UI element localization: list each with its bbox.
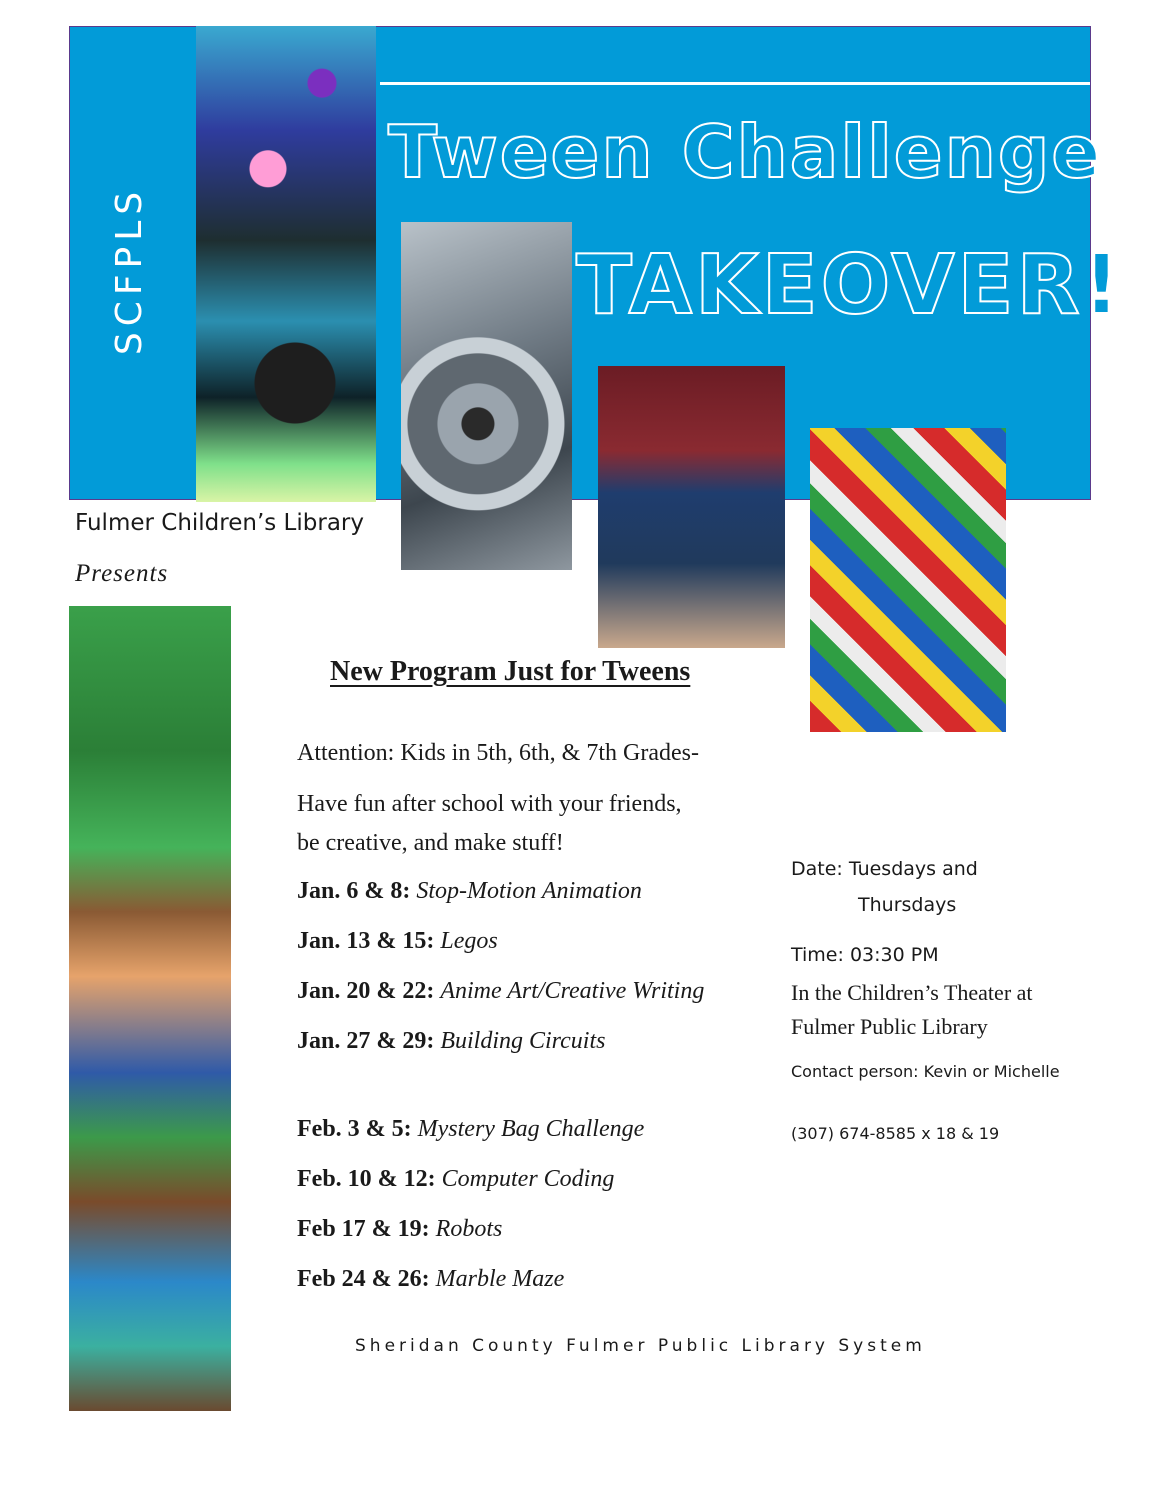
schedule-item (297, 1216, 502, 1243)
schedule-date: Feb. 3 & 5: (297, 1116, 412, 1142)
banner-divider (380, 82, 1090, 85)
schedule-date: Feb 17 & 19: (297, 1216, 430, 1242)
side-label-text: SCFPLS (109, 185, 151, 355)
location-line-2: Fulmer Public Library (791, 1014, 988, 1039)
schedule-date: Jan. 20 & 22: (297, 978, 435, 1004)
schedule-activity: Building Circuits (440, 1028, 606, 1054)
date-line-1: Date: Tuesdays and (791, 858, 978, 880)
attention-text: Attention: Kids in 5th, 6th, & 7th Grades- (297, 740, 699, 766)
gear-photo (401, 222, 572, 570)
program-heading: New Program Just for Tweens (330, 656, 691, 687)
schedule-item (297, 928, 498, 955)
schedule-activity: Computer Coding (441, 1166, 615, 1192)
duct-tape-photo (196, 26, 376, 502)
schedule-activity: Marble Maze (435, 1266, 565, 1292)
schedule-activity: Anime Art/Creative Writing (440, 978, 705, 1004)
intro-line-2: be creative, and make stuff! (297, 830, 564, 856)
schedule-item (297, 878, 642, 905)
schedule-item (297, 1028, 605, 1055)
lego-photo (810, 428, 1006, 732)
title-line-1: Tween Challenge (388, 110, 1103, 194)
phone-text: (307) 674-8585 x 18 & 19 (791, 1124, 1000, 1143)
intro-line-1: Have fun after school with your friends, (297, 791, 682, 817)
side-label (70, 150, 190, 390)
schedule-date: Jan. 13 & 15: (297, 928, 435, 954)
schedule-activity: Mystery Bag Challenge (417, 1116, 645, 1142)
schedule-item (297, 978, 704, 1005)
schedule-activity: Robots (435, 1216, 503, 1242)
schedule-item (297, 1116, 644, 1143)
schedule-date: Feb 24 & 26: (297, 1266, 430, 1292)
time-text: Time: 03:30 PM (791, 944, 939, 966)
library-name: Fulmer Children’s Library (75, 510, 364, 536)
schedule-activity: Stop-Motion Animation (416, 878, 642, 904)
fabric-photo (598, 366, 785, 648)
schedule-date: Jan. 27 & 29: (297, 1028, 435, 1054)
contact-text: Contact person: Kevin or Michelle (791, 1062, 1060, 1081)
date-line-2: Thursdays (858, 894, 957, 916)
schedule-item (297, 1166, 614, 1193)
title-line-2: TAKEOVER! (576, 238, 1124, 333)
footer-text: Sheridan County Fulmer Public Library System (355, 1336, 926, 1356)
presents-text: Presents (75, 560, 169, 587)
schedule-date: Jan. 6 & 8: (297, 878, 411, 904)
schedule-date: Feb. 10 & 12: (297, 1166, 436, 1192)
schedule-item (297, 1266, 564, 1293)
location-line-1: In the Children’s Theater at (791, 980, 1033, 1005)
minecraft-photo (69, 606, 231, 1411)
schedule-activity: Legos (440, 928, 498, 954)
